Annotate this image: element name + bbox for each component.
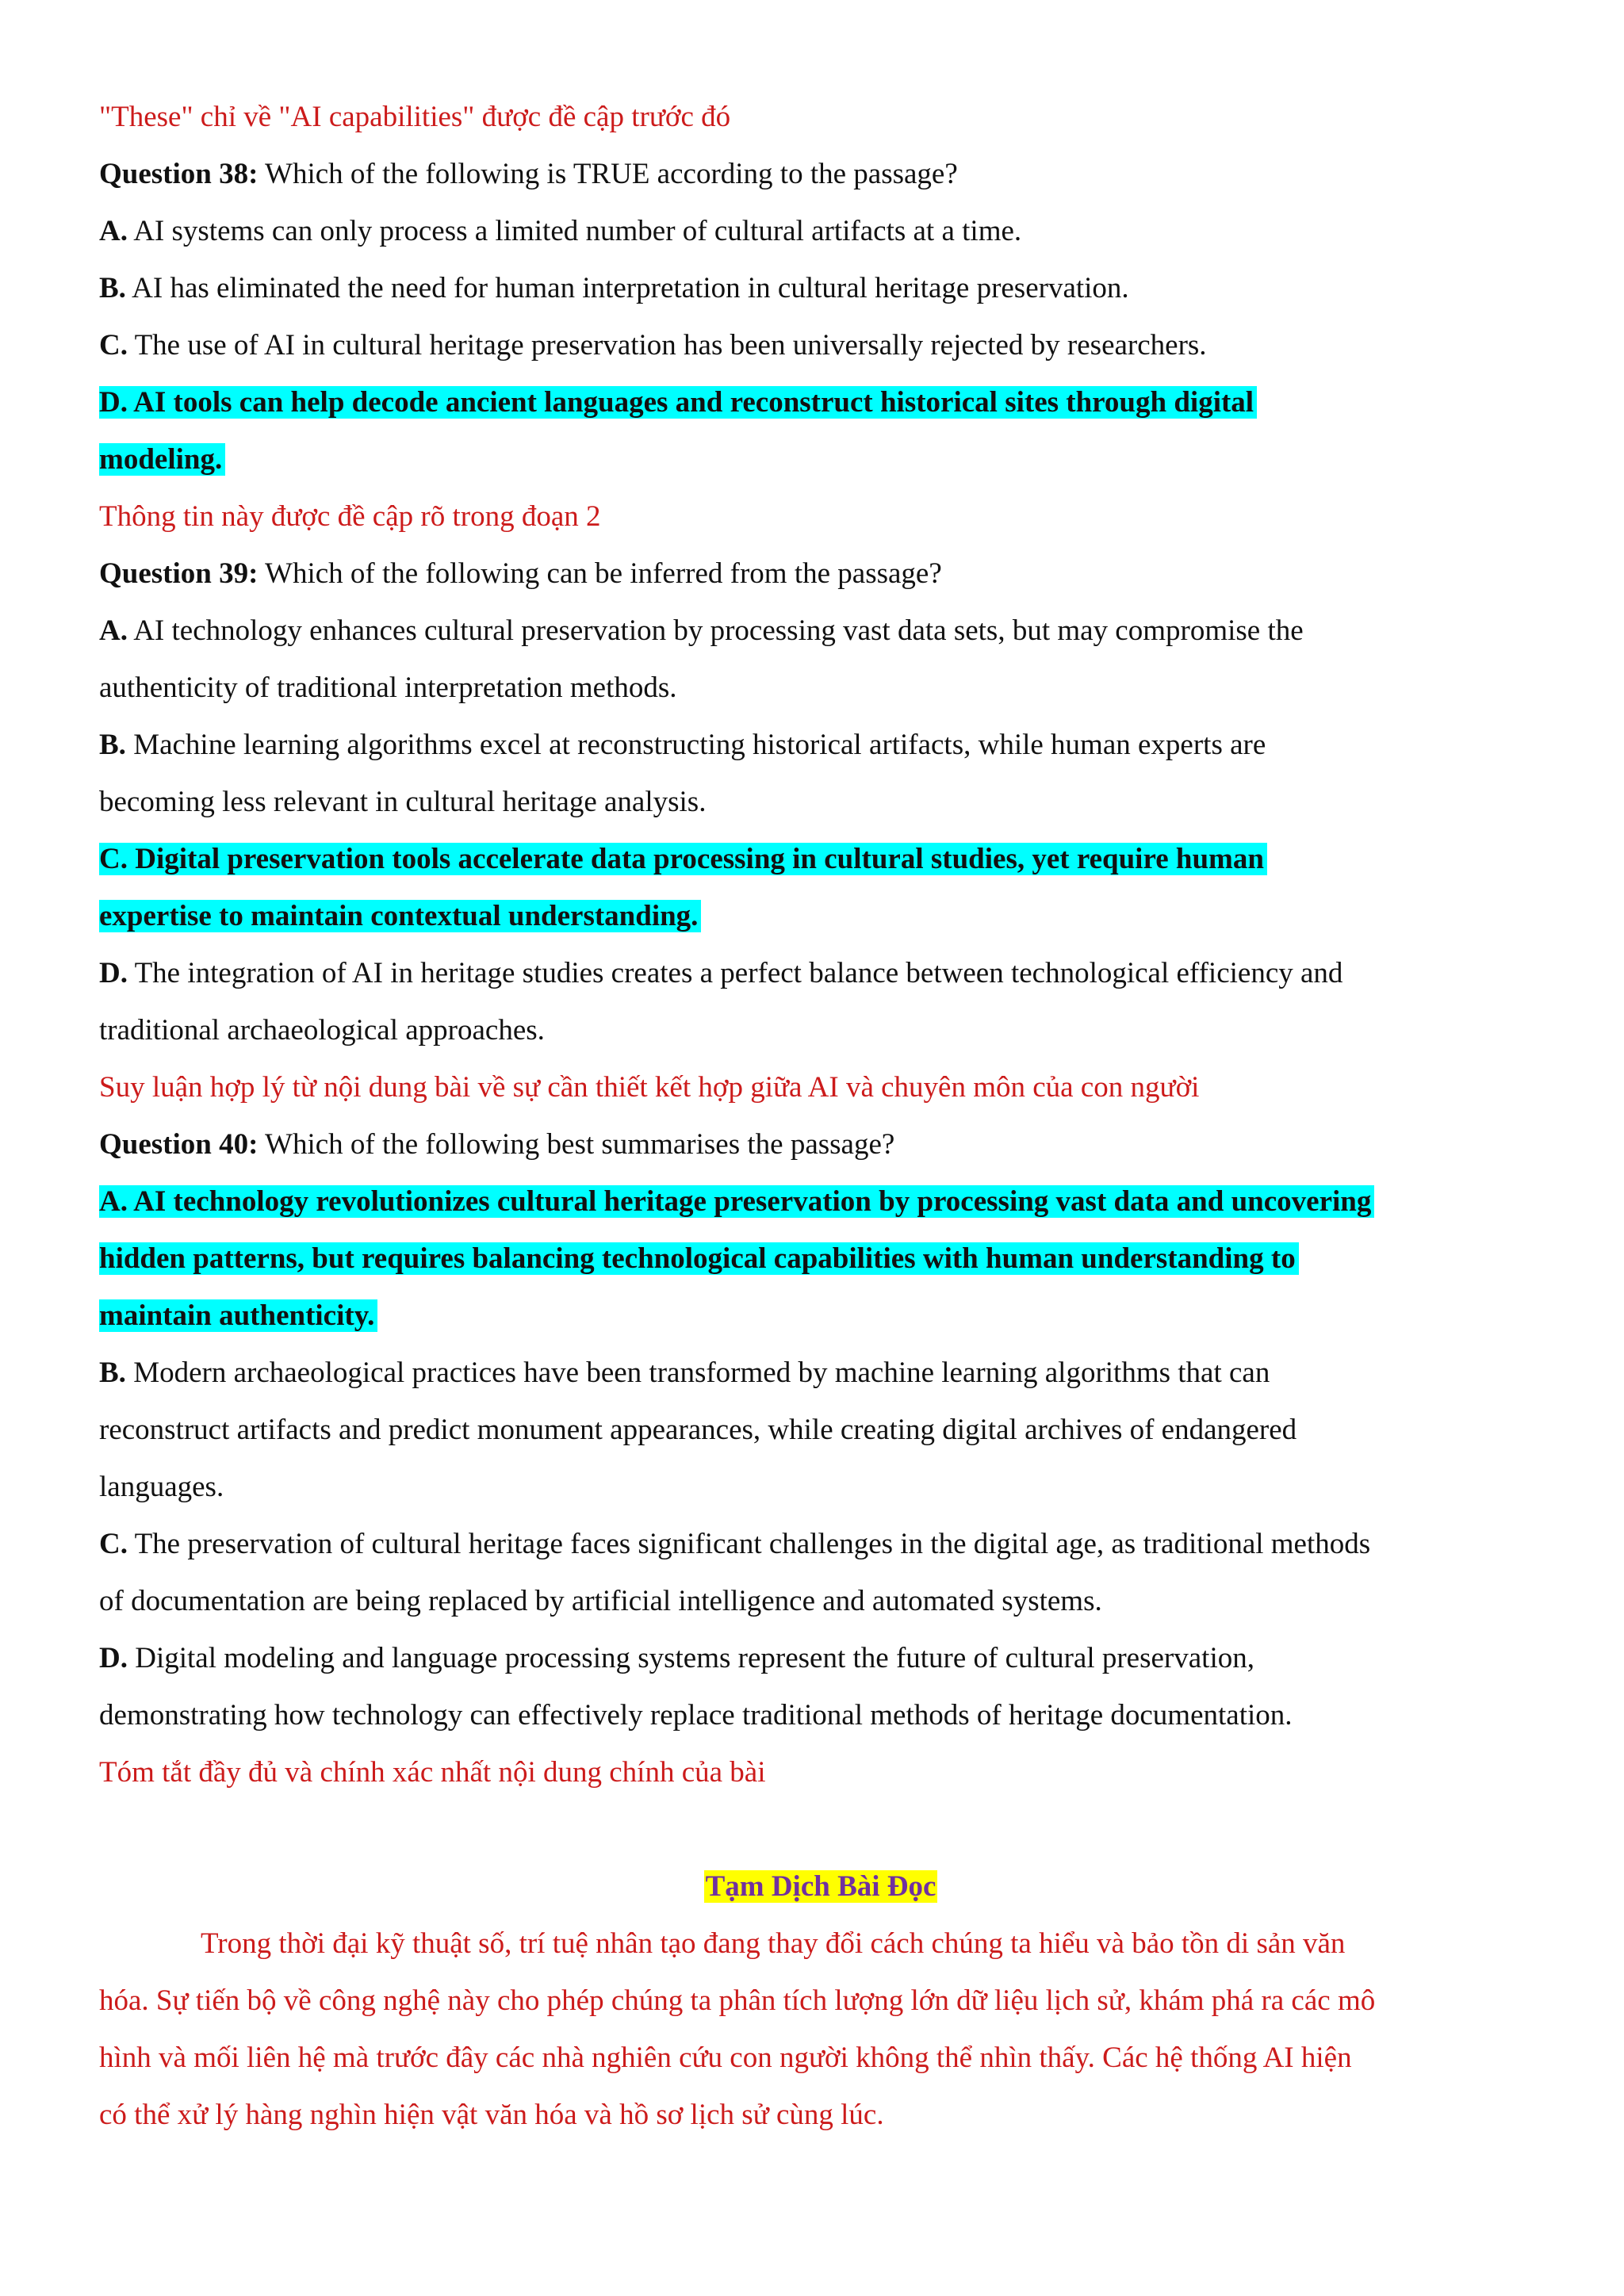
highlighted-answer-line: A. AI technology revolutionizes cultural heritage preservation by processing vast data and uncovering: [99, 1185, 1374, 1218]
translation-line: Trong thời đại kỹ thuật số, trí tuệ nhân tạo đang thay đổi cách chúng ta hiểu và bảo tồn di sản văn: [201, 1927, 1346, 1960]
q38-correct-answer: [99, 374, 1542, 431]
option-text: AI systems can only process a limited number of cultural artifacts at a time.: [133, 215, 1022, 247]
q40-correct-answer: [99, 1173, 1542, 1230]
highlighted-answer-line: modeling.: [99, 443, 225, 476]
q38-option-b: [99, 260, 1542, 317]
q39-option-a-cont: authenticity of traditional interpretation methods.: [99, 672, 677, 704]
section-spacer: [99, 1801, 1542, 1858]
option-letter: A.: [99, 614, 128, 647]
q39-option-a: [99, 603, 1542, 660]
q38-explanation: Thông tin này được đề cập rõ trong đoạn 2: [99, 500, 601, 533]
q40-correct-answer-cont: [99, 1230, 1542, 1288]
q40-label: Question 40:: [99, 1128, 259, 1161]
page-content: [99, 89, 1542, 2144]
q40-option-b: [99, 1345, 1542, 1402]
q39-correct-answer: [99, 831, 1542, 888]
q39-option-d: [99, 945, 1542, 1002]
q38-option-c: [99, 317, 1542, 374]
q40-question: [99, 1116, 1542, 1173]
option-letter: C.: [99, 1528, 128, 1560]
q38-correct-answer-cont: [99, 431, 1542, 488]
translation-heading: [99, 1858, 1542, 1915]
q40-option-b-cont: reconstruct artifacts and predict monument appearances, while creating digital archives of endangered: [99, 1414, 1297, 1446]
option-text: The use of AI in cultural heritage preservation has been universally rejected by researchers.: [134, 329, 1207, 362]
option-letter: B.: [99, 1357, 126, 1389]
q39-correct-answer-cont: [99, 888, 1542, 945]
q38-label: Question 38:: [99, 158, 259, 190]
option-letter: B.: [99, 272, 126, 304]
translation-line: hình và mối liên hệ mà trước đây các nhà nghiên cứu con người không thể nhìn thấy. Các hệ thống AI hiện: [99, 2042, 1352, 2074]
q37-explanation: "These" chỉ về "AI capabilities" được đề cập trước đó: [99, 101, 731, 133]
q38-question: [99, 146, 1542, 203]
q40-option-d: [99, 1630, 1542, 1687]
q40-correct-answer-cont: [99, 1288, 1542, 1345]
translation-line: hóa. Sự tiến bộ về công nghệ này cho phép chúng ta phân tích lượng lớn dữ liệu lịch sử, khám phá ra các mô: [99, 1984, 1376, 2017]
q39-option-b: [99, 717, 1542, 774]
option-text: Modern archaeological practices have been transformed by machine learning algorithms that can: [133, 1357, 1270, 1389]
q40-option-d-cont: demonstrating how technology can effectively replace traditional methods of heritage documentation.: [99, 1699, 1293, 1732]
highlighted-answer-line: hidden patterns, but requires balancing technological capabilities with human understanding to: [99, 1242, 1299, 1275]
q40-option-c-cont: of documentation are being replaced by artificial intelligence and automated systems.: [99, 1585, 1102, 1617]
q39-option-b-cont: becoming less relevant in cultural heritage analysis.: [99, 786, 707, 818]
translation-line: có thể xử lý hàng nghìn hiện vật văn hóa và hồ sơ lịch sử cùng lúc.: [99, 2099, 884, 2131]
q40-explanation: Tóm tắt đầy đủ và chính xác nhất nội dung chính của bài: [99, 1756, 766, 1789]
option-letter: A.: [99, 215, 128, 247]
option-letter: D.: [99, 957, 128, 989]
q38-text: Which of the following is TRUE according to the passage?: [265, 158, 958, 190]
option-letter: B.: [99, 729, 126, 761]
q39-question: [99, 545, 1542, 603]
option-text: The preservation of cultural heritage faces significant challenges in the digital age, as traditional methods: [134, 1528, 1371, 1560]
highlighted-answer-line: C. Digital preservation tools accelerate data processing in cultural studies, yet require human: [99, 843, 1267, 875]
translation-heading-text: Tạm Dịch Bài Đọc: [705, 1870, 936, 1903]
highlighted-answer-line: expertise to maintain contextual understanding.: [99, 900, 701, 932]
q39-explanation: Suy luận hợp lý từ nội dung bài về sự cần thiết kết hợp giữa AI và chuyên môn của con người: [99, 1071, 1200, 1104]
option-text: Digital modeling and language processing systems represent the future of cultural preservation,: [135, 1642, 1254, 1674]
option-text: The integration of AI in heritage studies creates a perfect balance between technological efficiency and: [134, 957, 1343, 989]
q38-option-a: [99, 203, 1542, 260]
option-letter: C.: [99, 329, 128, 362]
option-text: AI has eliminated the need for human interpretation in cultural heritage preservation.: [132, 272, 1129, 304]
q40-option-b-cont: languages.: [99, 1471, 224, 1503]
q39-option-d-cont: traditional archaeological approaches.: [99, 1014, 545, 1047]
option-letter: D.: [99, 1642, 128, 1674]
highlighted-answer-line: maintain authenticity.: [99, 1299, 377, 1332]
q40-text: Which of the following best summarises the passage?: [265, 1128, 895, 1161]
q40-option-c: [99, 1516, 1542, 1573]
q39-label: Question 39:: [99, 557, 259, 590]
q39-text: Which of the following can be inferred from the passage?: [265, 557, 942, 590]
highlighted-answer-line: D. AI tools can help decode ancient languages and reconstruct historical sites through digital: [99, 386, 1257, 419]
option-text: Machine learning algorithms excel at reconstructing historical artifacts, while human experts are: [133, 729, 1266, 761]
option-text: AI technology enhances cultural preservation by processing vast data sets, but may compromise the: [133, 614, 1304, 647]
